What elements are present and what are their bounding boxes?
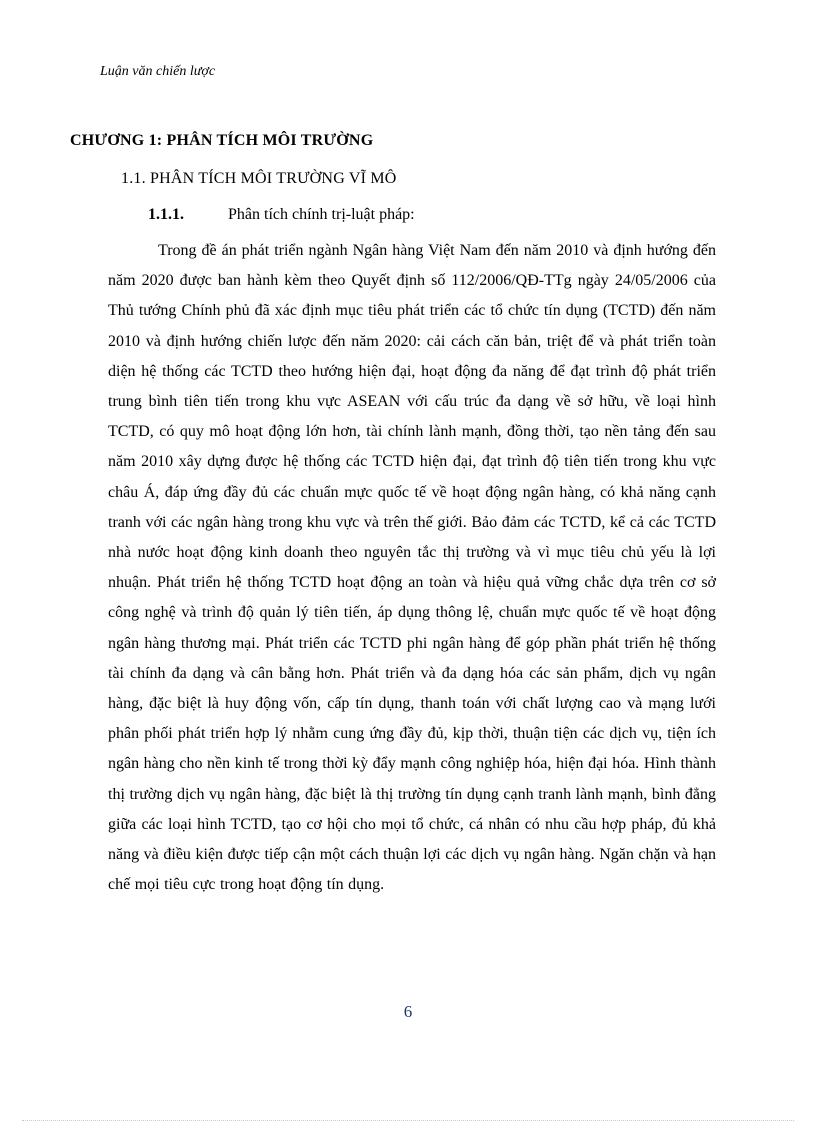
subsection-number: 1.1.1. [148,206,184,223]
chapter-heading: CHƯƠNG 1: PHÂN TÍCH MÔI TRƯỜNG [70,132,374,149]
page-bottom-divider [22,1120,794,1121]
running-header: Luận văn chiến lược [100,64,216,79]
page-number: 6 [403,1002,413,1021]
subsection-heading [148,206,415,224]
subsection-title: Phân tích chính trị-luật pháp: [228,206,415,223]
body-paragraph: Trong đề án phát triển ngành Ngân hàng Việt Nam đến năm 2010 và định hướng đến năm 2020 được ban hành kèm theo Quyết định số 112/2006/QĐ-TTg ngày 24/05/2006 của Thủ tướng Chính phủ đã xác định mục tiêu phát triển các tổ chức tín dụng (TCTD) đến năm 2010 và định hướng chiến lược đến năm 2020: cải cách căn bản, triệt để và phát triển toàn diện hệ thống các TCTD theo hướng hiện đại, hoạt động đa năng để đạt trình độ phát triển trung bình tiên tiến trong khu vực ASEAN với cấu trúc đa dạng về sở hữu, về loại hình TCTD, có quy mô hoạt động lớn hơn, tài chính lành mạnh, đồng thời, tạo nền tảng đến sau năm 2010 xây dựng được hệ thống các TCTD hiện đại, đạt trình độ tiên tiến trong khu vực châu Á, đáp ứng đầy đủ các chuẩn mực quốc tế về hoạt động ngân hàng, có khả năng cạnh tranh với các ngân hàng trong khu vực và trên thế giới. Bảo đảm các TCTD, kể cả các TCTD nhà nước hoạt động kinh doanh theo nguyên tắc thị trường và vì mục tiêu chủ yếu là lợi nhuận. Phát triển hệ thống TCTD hoạt động an toàn và hiệu quả vững chắc dựa trên cơ sở công nghệ và trình độ quản lý tiên tiến, áp dụng thông lệ, chuẩn mực quốc tế về hoạt động ngân hàng thương mại. Phát triển các TCTD phi ngân hàng để góp phần phát triển hệ thống tài chính đa dạng và cân bằng hơn. Phát triển và đa dạng hóa các sản phẩm, dịch vụ ngân hàng, đặc biệt là huy động vốn, cấp tín dụng, thanh toán với chất lượng cao và mạng lưới phân phối phát triển hợp lý nhằm cung ứng đầy đủ, kịp thời, thuận tiện các dịch vụ, tiện ích ngân hàng cho nền kinh tế trong thời kỳ đẩy mạnh công nghiệp hóa, hiện đại hóa. Hình thành thị trường dịch vụ ngân hàng, đặc biệt là thị trường tín dụng cạnh tranh lành mạnh, bình đẳng giữa các loại hình TCTD, tạo cơ hội cho mọi tổ chức, cá nhân có nhu cầu hợp pháp, đủ khả năng và điều kiện được tiếp cận một cách thuận lợi các dịch vụ ngân hàng. Ngăn chặn và hạn chế mọi tiêu cực trong hoạt động tín dụng. [108,242,716,894]
section-heading: 1.1. PHÂN TÍCH MÔI TRƯỜNG VĨ MÔ [121,170,397,187]
